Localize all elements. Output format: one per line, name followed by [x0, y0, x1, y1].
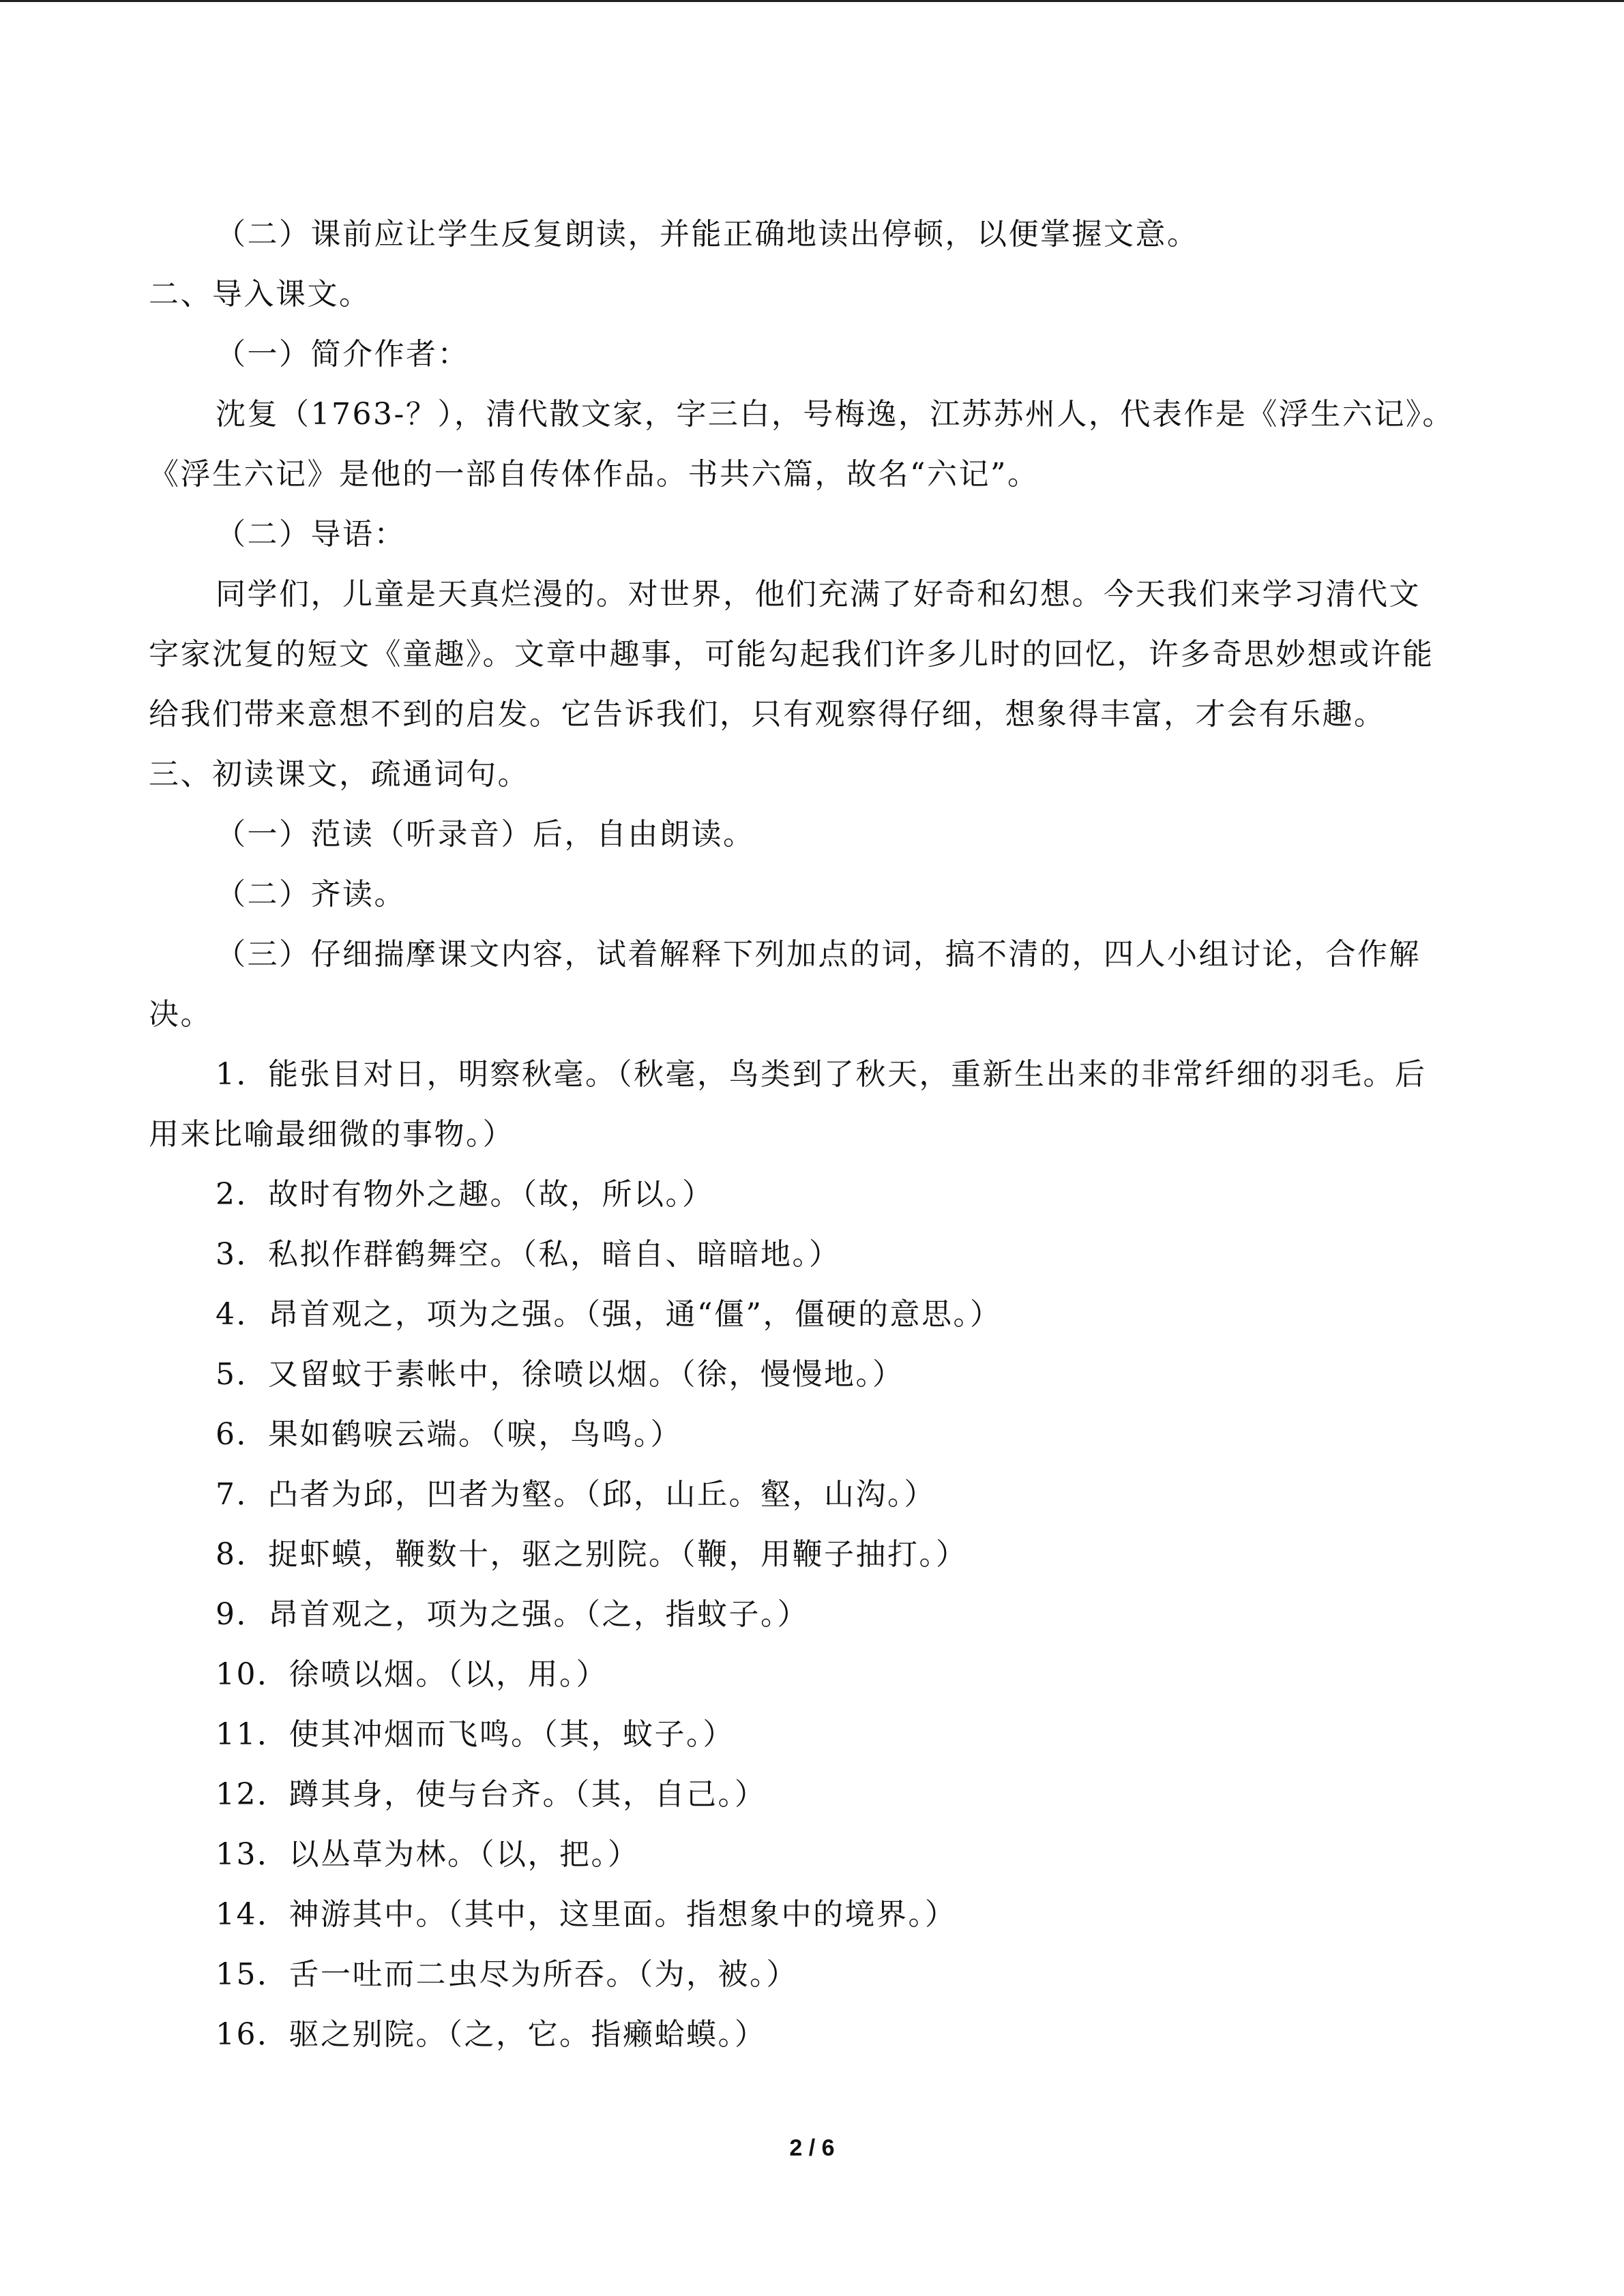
list-item: 9．昂首观之，项为之强。（之，指蚊子。） [216, 1597, 809, 1632]
text-line: 《浮生六记》是他的一部自传体作品。书共六篇，故名“六记”。 [149, 457, 1039, 492]
list-item: 8．捉虾蟆，鞭数十，驱之别院。（鞭，用鞭子抽打。） [216, 1537, 968, 1572]
text-line: 决。 [149, 997, 212, 1032]
text-line: 给我们带来意想不到的启发。它告诉我们，只有观察得仔细，想象得丰富，才会有乐趣。 [149, 697, 1386, 732]
list-item: 10．徐喷以烟。（以，用。） [216, 1657, 608, 1692]
list-item: 16．驱之别院。（之，它。指癞蛤蟆。） [216, 2017, 767, 2052]
subsection-heading: （二）导语： [216, 517, 406, 552]
text-line: 同学们，儿童是天真烂漫的。对世界，他们充满了好奇和幻想。今天我们来学习清代文 [216, 577, 1421, 612]
list-item: 14．神游其中。（其中，这里面。指想象中的境界。） [216, 1897, 957, 1932]
section-heading: 三、初读课文，疏通词句。 [149, 757, 529, 792]
list-item: 11．使其冲烟而飞鸣。（其，蚊子。） [216, 1717, 735, 1752]
list-item: 5．又留蚊于素帐中，徐喷以烟。（徐，慢慢地。） [216, 1357, 904, 1392]
list-item: 4．昂首观之，项为之强。（强，通“僵”，僵硬的意思。） [216, 1297, 1002, 1332]
list-item: 13．以丛草为林。（以，把。） [216, 1837, 640, 1872]
list-item: 1．能张目对日，明察秋毫。（秋毫，鸟类到了秋天，重新生出来的非常纤细的羽毛。后 [216, 1057, 1427, 1092]
subsection-heading: （一）简介作者： [216, 337, 469, 372]
list-item: 3．私拟作群鹤舞空。（私，暗自、暗暗地。） [216, 1237, 841, 1272]
text-line: 字家沈复的短文《童趣》。文章中趣事，可能勾起我们许多儿时的回忆，许多奇思妙想或许能 [149, 637, 1434, 672]
list-item: 2．故时有物外之趣。（故，所以。） [216, 1177, 714, 1212]
page-number: 2 / 6 [789, 2135, 835, 2161]
top-border-line [0, 0, 1624, 2]
section-heading: 二、导入课文。 [149, 277, 371, 312]
subsection-heading: （一）范读（听录音）后，自由朗读。 [216, 817, 755, 852]
text-line: 沈复（1763-？），清代散文家，字三白，号梅逸，江苏苏州人，代表作是《浮生六记》。 [216, 397, 1454, 432]
list-item: 12．蹲其身，使与台齐。（其，自己。） [216, 1777, 767, 1812]
list-item: 6．果如鹤唳云端。（唳，鸟鸣。） [216, 1417, 682, 1452]
text-line: （二）课前应让学生反复朗读，并能正确地读出停顿，以便掌握文意。 [216, 217, 1199, 252]
document-body [149, 205, 1479, 2065]
list-item: 15．舌一吐而二虫尽为所吞。（为，被。） [216, 1957, 798, 1992]
text-line: 用来比喻最细微的事物。） [149, 1117, 514, 1152]
subsection-heading: （三）仔细揣摩课文内容，试着解释下列加点的词，搞不清的，四人小组讨论，合作解 [216, 937, 1421, 972]
subsection-heading: （二）齐读。 [216, 877, 406, 912]
list-item: 7．凸者为邱，凹者为壑。（邱，山丘。壑，山沟。） [216, 1477, 936, 1512]
